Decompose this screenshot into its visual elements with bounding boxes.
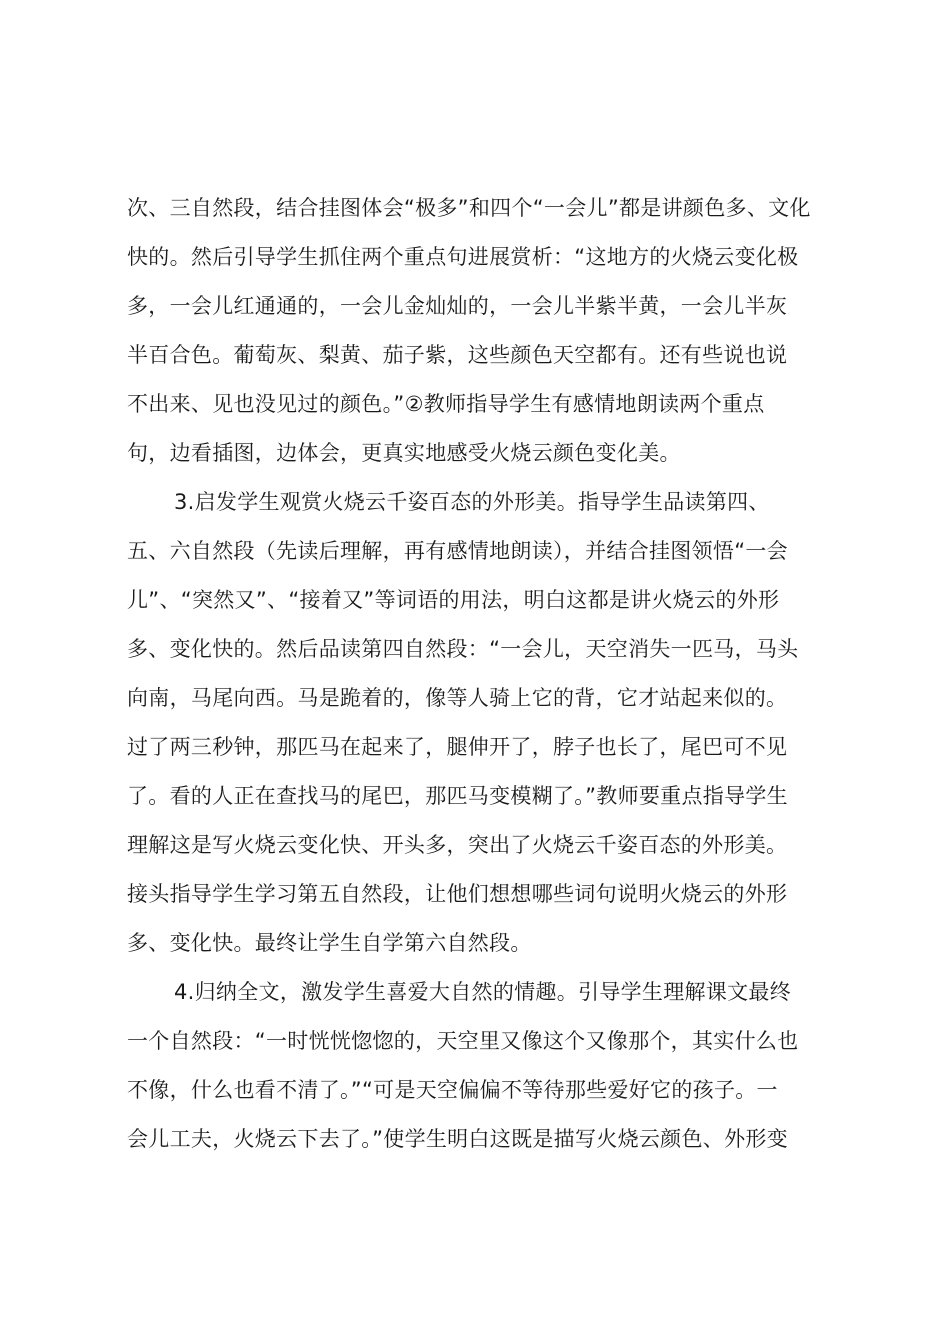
text-line: 次、三自然段，结合挂图体会“极多”和四个“一会儿”都是讲颜色多、文化 xyxy=(127,196,811,220)
text-line: 五、六自然段（先读后理解，再有感情地朗读），并结合挂图领悟“一会 xyxy=(127,539,788,563)
paragraph-start-line: 3.启发学生观赏火烧云千姿百态的外形美。指导学生品读第四、 xyxy=(174,490,770,514)
text-line: 会儿工夫，火烧云下去了。”使学生明白这既是描写火烧云颜色、外形变 xyxy=(127,1127,788,1151)
text-line: 不像，什么也看不清了。”“可是天空偏偏不等待那些爱好它的孩子。一 xyxy=(127,1078,778,1102)
text-line: 理解这是写火烧云变化快、开头多，突出了火烧云千姿百态的外形美。 xyxy=(127,833,788,857)
paragraph-start-line: 4.归纳全文，激发学生喜爱大自然的情趣。引导学生理解课文最终 xyxy=(174,980,792,1004)
text-line: 一个自然段：“一时恍恍惚惚的，天空里又像这个又像那个，其实什么也 xyxy=(127,1029,799,1053)
text-line: 句，边看插图，边体会，更真实地感受火烧云颜色变化美。 xyxy=(127,441,681,465)
text-line: 不出来、见也没见过的颜色。”②教师指导学生有感情地朗读两个重点 xyxy=(127,392,765,416)
text-line: 过了两三秒钟，那匹马在起来了，腿伸开了，脖子也长了，尾巴可不见 xyxy=(127,735,788,759)
text-line: 多、变化快。最终让学生自学第六自然段。 xyxy=(127,931,532,955)
text-line: 快的。然后引导学生抓住两个重点句进展赏析：“这地方的火烧云变化极 xyxy=(127,245,799,269)
text-line: 向南，马尾向西。马是跪着的，像等人骑上它的背，它才站起来似的。 xyxy=(127,686,788,710)
text-line: 多，一会儿红通通的，一会儿金灿灿的，一会儿半紫半黄，一会儿半灰 xyxy=(127,294,788,318)
text-line: 半百合色。葡萄灰、梨黄、茄子紫，这些颜色天空都有。还有些说也说 xyxy=(127,343,788,367)
text-line: 接头指导学生学习第五自然段，让他们想想哪些词句说明火烧云的外形 xyxy=(127,882,788,906)
text-line: 多、变化快的。然后品读第四自然段：“一会儿，天空消失一匹马，马头 xyxy=(127,637,799,661)
body-text xyxy=(127,184,833,1164)
text-line: 了。看的人正在查找马的尾巴，那匹马变模糊了。”教师要重点指导学生 xyxy=(127,784,788,808)
text-line: 儿”、“突然又”、“接着又”等词语的用法，明白这都是讲火烧云的外形 xyxy=(127,588,780,612)
